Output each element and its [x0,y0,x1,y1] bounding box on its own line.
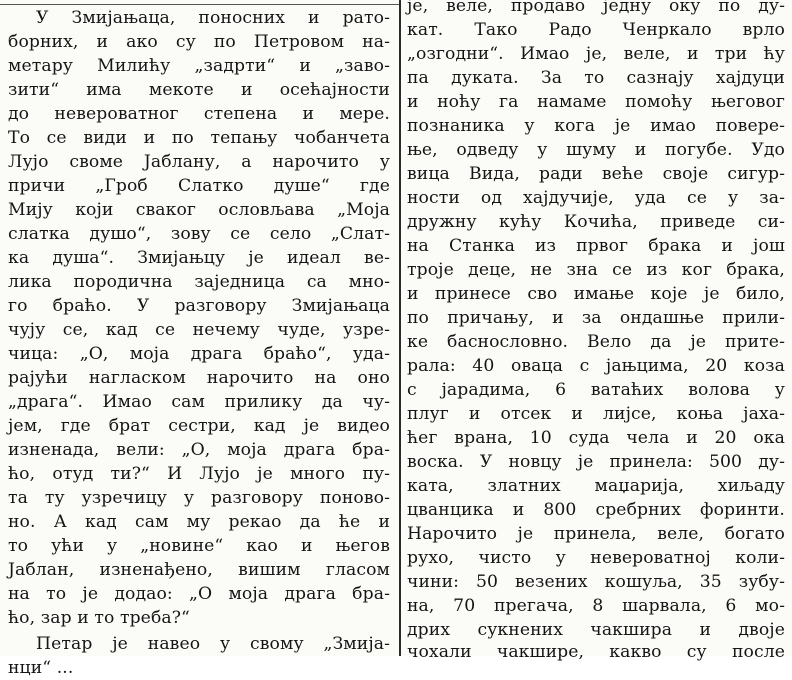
right-line-10: дружну кућу Кочића, приведе си- [407,212,785,232]
left-line-9: Мију који сваког ословљава „Моја [8,200,390,220]
right-line-4: па дуката. За то сазнају хајдуци [407,68,785,88]
left-line-5: до невероватног степена и мере. [8,104,390,124]
left-line-22: но. А кад сам му рекао да ће и [8,512,390,532]
left-line-18: јем, где брат сестри, кад је видео [8,416,390,436]
left-line-17: „драга“. Имао сам прилику да чу- [8,392,390,412]
left-line-1: У Змијањаца, поносних и рато- [36,8,390,28]
left-line-28: нци“ ... [8,658,74,678]
left-line-14: чују се, кад се нечему чуде, узре- [8,320,390,340]
right-line-9: ности од хајдучије, уда се у за- [407,188,785,208]
right-line-16: рала: 40 оваца с јањцима, 20 коза [407,356,785,376]
left-line-23: то ући у „новине“ као и његов [8,536,390,556]
right-line-5: и ноћу га намаме помоћу његовог [407,92,785,112]
right-line-13: и принесе сво имање које је било, [407,284,785,304]
right-line-2: кат. Тако Радо Ченркало врло [407,20,785,40]
left-line-7: Лујо своме Јаблану, а нарочито у [8,152,390,172]
right-line-26: на, 70 прегача, 8 шарвала, 6 мо- [407,596,785,616]
right-line-22: цванцика и 800 сребрних форинти. [407,500,785,520]
left-line-25: на то је додао: „О моја драга бра- [8,584,390,604]
left-line-15: чица: „О, моја драга браћо“, уда- [8,344,390,364]
right-line-27: дрих сукнених чакшира и двоје [407,620,785,640]
left-line-12: лика породична заједница са мно- [8,272,390,292]
right-line-23: Нарочито је принела, веле, богато [407,524,785,544]
left-line-10: слатка душо“, зову се село „Слат- [8,224,390,244]
right-line-12: троје деце, не зна се из ког брака, [407,260,785,280]
left-line-13: го браћо. У разговору Змијањаца [8,296,390,316]
right-line-25: чини: 50 везених кошуља, 35 зубу- [407,572,785,592]
left-column [8,0,390,678]
left-line-6: То се види и по тепању чобанчета [8,128,390,148]
left-line-2: борних, и ако су по Петровом на- [8,32,390,52]
right-line-1: је, веле, продаво једну оку по ду- [407,0,785,16]
right-line-3: „озгодни“. Имао је, веле, и три ћу [407,44,785,64]
column-divider [399,0,401,656]
right-line-24: рухо, чисто у невероватној коли- [407,548,785,568]
right-line-21: ката, златних маџарија, хиљаду [407,476,785,496]
left-line-19: изненада, вели: „О, моја драга бра- [8,440,390,460]
left-line-16: рајући нагласком нарочито на оно [8,368,390,388]
right-line-14: по причању, и за ондашње прили- [407,308,785,328]
left-line-3: метару Милићу „задрти“ и „заво- [8,56,390,76]
right-line-19: ћег врана, 10 суда чела и 20 ока [407,428,785,448]
right-column [407,0,785,662]
right-line-11: на Станка из првог брака и још [407,236,785,256]
left-line-21: та ту узречицу у разговору поново- [8,488,390,508]
left-line-20: ћо, отуд ти?“ И Лујо је много пу- [8,464,390,484]
left-line-27: Петар је навео у свому „Змија- [36,634,390,654]
right-line-8: вица Вида, ради веће своје сигур- [407,164,785,184]
right-line-15: ке баснословно. Вело да је прите- [407,332,785,352]
right-line-17: с јарадима, 6 ватаћих волова у [407,380,785,400]
left-line-8: причи „Гроб Слатко душе“ где [8,176,390,196]
right-line-28: чохали чакшире, какво су после [407,642,785,662]
right-line-18: плуг и отсек и лијсе, коња јаха- [407,404,785,424]
left-line-11: ка душа“. Змијањцу је идеал ве- [8,248,390,268]
left-line-4: зити“ има мекоте и осећајности [8,80,390,100]
left-line-24: Јаблан, изненађено, вишим гласом [8,560,390,580]
left-line-26: ћо, зар и то треба?“ [8,608,190,628]
right-line-6: познаника у кога је имао поверe- [407,116,785,136]
right-line-7: ње, одведу у шуму и погубе. Удо [407,140,785,160]
right-line-20: воска. У новцу је принела: 500 ду- [407,452,785,472]
